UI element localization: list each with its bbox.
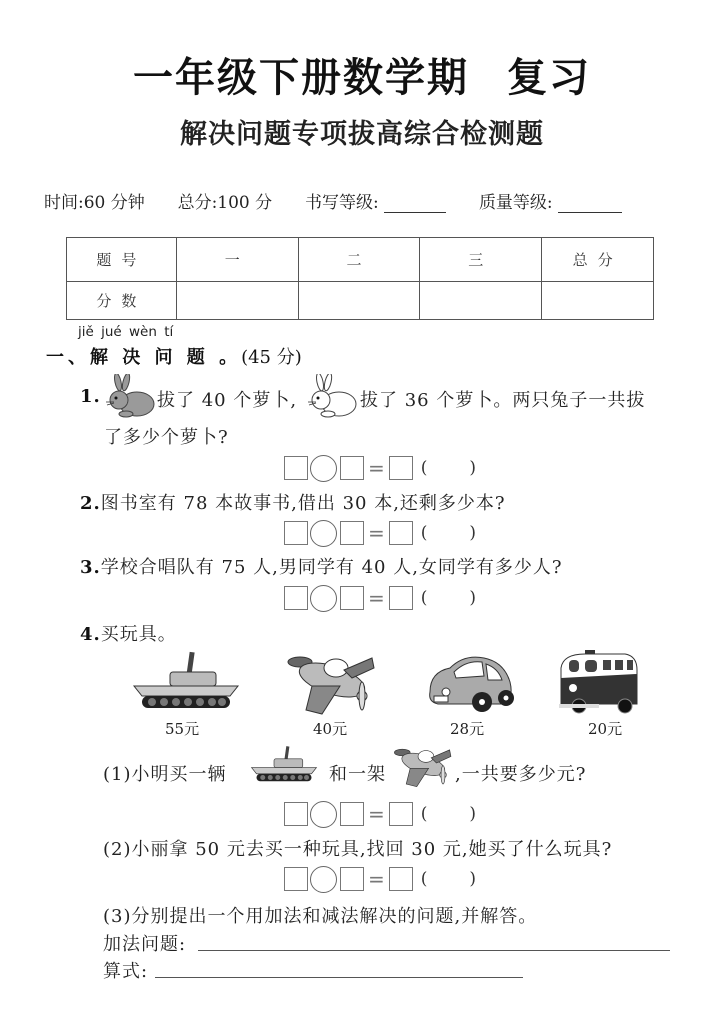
answer-box[interactable] (340, 867, 364, 891)
answer-box[interactable] (340, 802, 364, 826)
toy-price: 40元 (313, 720, 348, 738)
addition-question-label: 加法问题: (103, 934, 187, 955)
page-title: 一年级下册数学期 复习 (133, 55, 591, 101)
tank-icon (242, 745, 326, 785)
unit-field[interactable]: ) (469, 458, 477, 478)
question-1-part2: 拔了 36 个萝卜。两只兔子一共拔 (360, 390, 646, 411)
question-1-line2: 了多少个萝卜? (104, 427, 229, 448)
section-heading: 一、解 决 问 题 。(45 分) (46, 347, 302, 368)
answer-box[interactable] (284, 456, 308, 480)
table-cell: 三 (420, 238, 542, 282)
quality-grade-field[interactable] (558, 193, 622, 213)
score-field[interactable] (176, 282, 298, 320)
table-cell: 题号 (67, 238, 177, 282)
table-cell: 总分 (542, 238, 654, 282)
equals-sign: = (368, 456, 385, 480)
page-subtitle: 解决问题专项拔高综合检测题 (180, 119, 544, 150)
table-header-row (67, 238, 654, 282)
operator-circle[interactable] (310, 520, 337, 547)
total-score-label: 总分:100 分 (177, 193, 273, 213)
unit-field[interactable]: ) (469, 804, 477, 824)
quality-grade-label: 质量等级: (478, 193, 553, 213)
operator-circle[interactable] (310, 455, 337, 482)
answer-box[interactable] (284, 802, 308, 826)
equals-sign: = (368, 521, 385, 545)
airplane-icon (282, 646, 378, 716)
question-2: 2.图书室有 78 本故事书,借出 30 本,还剩多少本? (80, 493, 506, 514)
answer-box[interactable] (389, 867, 413, 891)
equation-row-4: = ( ) (284, 800, 476, 828)
writing-grade-label: 书写等级: (304, 193, 379, 213)
writing-grade-field[interactable] (384, 193, 446, 213)
question-1: 1. (80, 386, 101, 407)
airplane-icon (390, 742, 454, 788)
answer-box[interactable] (389, 521, 413, 545)
unit-field[interactable]: ) (469, 588, 477, 608)
equation-row-2: = ( ) (284, 519, 476, 547)
time-label: 时间:60 分钟 (44, 193, 145, 213)
equation-row-5: = ( ) (284, 865, 476, 893)
question-4-1-part2: 和一架 (329, 764, 386, 785)
formula-label: 算式: (103, 961, 149, 982)
score-table (66, 237, 654, 320)
answer-box[interactable] (284, 867, 308, 891)
score-field[interactable] (542, 282, 654, 320)
answer-box[interactable] (389, 586, 413, 610)
answer-box[interactable] (389, 456, 413, 480)
equals-sign: = (368, 586, 385, 610)
formula-field[interactable] (155, 977, 523, 978)
addition-question-field[interactable] (198, 950, 670, 951)
answer-box[interactable] (284, 586, 308, 610)
toy-price: 28元 (450, 720, 485, 738)
section-pinyin: jiě jué wèn tí (78, 324, 174, 340)
answer-box[interactable] (389, 802, 413, 826)
question-4-1-part3: ,一共要多少元? (455, 764, 587, 785)
question-3: 3.学校合唱队有 75 人,男同学有 40 人,女同学有多少人? (80, 557, 563, 578)
question-4-1-part1: (1)小明买一辆 (103, 764, 227, 785)
question-4-3: (3)分别提出一个用加法和减法解决的问题,并解答。 (103, 906, 538, 927)
bus-icon (555, 648, 641, 716)
unit-field[interactable]: ) (469, 869, 477, 889)
score-field[interactable] (298, 282, 420, 320)
toy-price: 55元 (165, 720, 200, 738)
answer-box[interactable] (340, 586, 364, 610)
score-field[interactable] (420, 282, 542, 320)
toy-price: 20元 (588, 720, 623, 738)
equals-sign: = (368, 802, 385, 826)
operator-circle[interactable] (310, 866, 337, 893)
gray-rabbit-icon (104, 374, 156, 420)
answer-box[interactable] (340, 521, 364, 545)
operator-circle[interactable] (310, 585, 337, 612)
equals-sign: = (368, 867, 385, 891)
white-rabbit-icon (306, 374, 358, 420)
equation-row-3: = ( ) (284, 584, 476, 612)
equation-row-1: = ( ) (284, 454, 476, 482)
table-score-row (67, 282, 654, 320)
question-1-part1: 拔了 40 个萝卜, (157, 390, 298, 411)
table-cell: 分数 (67, 282, 177, 320)
answer-box[interactable] (284, 521, 308, 545)
table-cell: 一 (176, 238, 298, 282)
operator-circle[interactable] (310, 801, 337, 828)
exam-meta (44, 188, 622, 213)
unit-field[interactable]: ) (469, 523, 477, 543)
question-4: 4.买玩具。 (80, 624, 177, 645)
tank-icon (130, 650, 242, 714)
question-4-2: (2)小丽拿 50 元去买一种玩具,找回 30 元,她买了什么玩具? (103, 839, 613, 860)
car-icon (424, 652, 516, 714)
answer-box[interactable] (340, 456, 364, 480)
table-cell: 二 (298, 238, 420, 282)
